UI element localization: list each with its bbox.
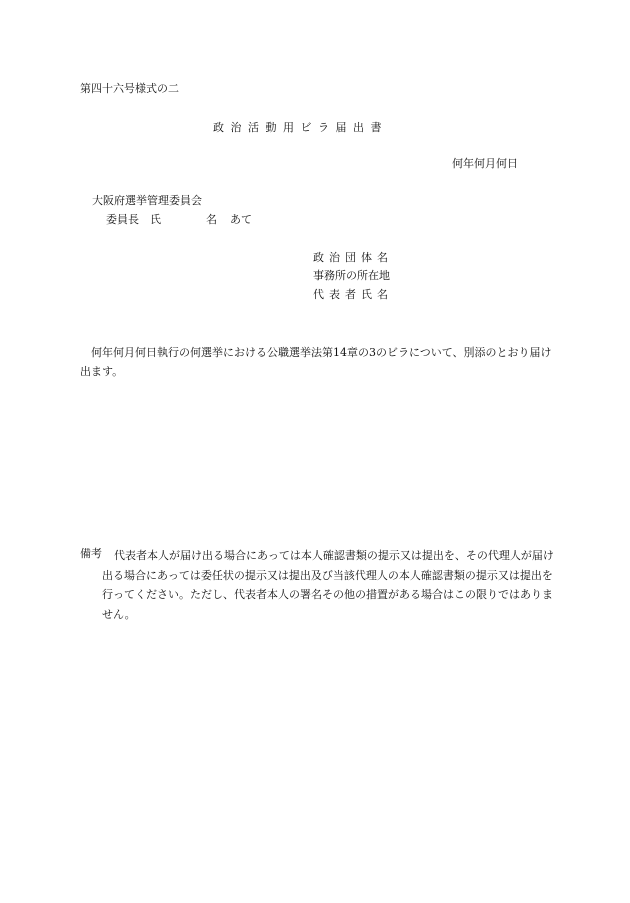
document-date: 何年何月何日 <box>452 157 518 170</box>
recipient-name-mei: 名 <box>206 213 217 226</box>
recipient-addressed-to: あて <box>230 213 252 226</box>
applicant-group-name: 政治団体名 <box>313 251 393 264</box>
recipient-title: 委員長 <box>106 213 139 226</box>
document-title: 政治活動用ビラ届出書 <box>213 121 388 134</box>
recipient-name-shi: 氏 <box>150 213 161 226</box>
remarks-label: 備考 <box>80 547 102 560</box>
remarks-text: 代表者本人が届け出る場合にあっては本人確認書類の提示又は提出を、その代理人が届け出る場合にあっては委任状の提示又は提出及び当該代理人の本人確認書類の提示又は提出を行ってください。ただし、代表者本人の署名その他の措置がある場合はこの限りではありません。 <box>102 549 554 621</box>
body-paragraph: 何年何月何日執行の何選挙における公職選挙法第14章の3のビラについて、別添のとおり届け出ます。 <box>80 346 552 378</box>
form-number: 第四十六号様式の二 <box>80 82 179 95</box>
applicant-office-address: 事務所の所在地 <box>313 269 390 282</box>
applicant-representative: 代表者氏名 <box>313 288 393 301</box>
recipient-organization: 大阪府選挙管理委員会 <box>92 194 202 207</box>
